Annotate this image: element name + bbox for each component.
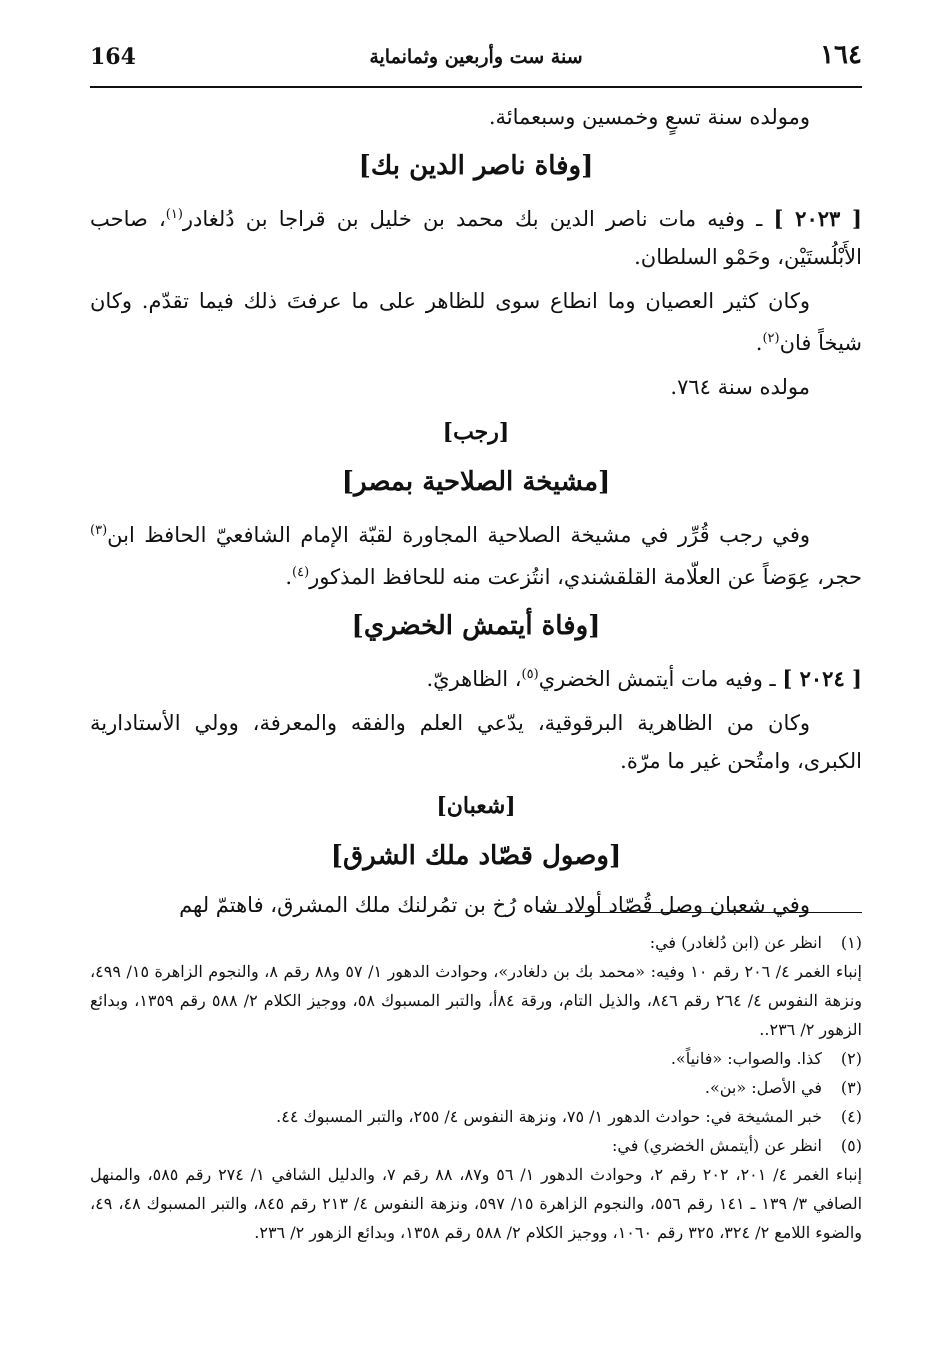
main-text xyxy=(90,98,862,930)
section-heading: [وفاة أيتمش الخضري] xyxy=(351,611,601,641)
paragraph: مولده سنة ٧٦٤. xyxy=(670,375,810,399)
entry-text-cont: ، صاحب الأَبْلُستَيْن، وحَمْو السلطان. xyxy=(90,207,862,269)
footnote-number: (١) xyxy=(840,933,862,952)
month-heading: [شعبان] xyxy=(436,793,516,819)
footnote-ref: (٣) xyxy=(90,523,108,538)
section-heading: [وصول قصّاد ملك الشرق] xyxy=(330,841,622,871)
paragraph: وكان من الظاهرية البرقوقية، يدّعي العلم والفقه والمعرفة، وولي الأستادارية الكبرى، وامتُحن غير ما مرّة. xyxy=(90,711,862,773)
running-title: سنة ست وأربعين وثمانماية xyxy=(369,46,583,68)
footnote-rule xyxy=(540,912,862,913)
footnotes xyxy=(90,928,862,1247)
month-heading: [رجب] xyxy=(442,419,510,445)
footnote-text: في الأصل: «بن». xyxy=(704,1078,822,1097)
footnote-text: انظر عن (أيتمش الخضري) في: xyxy=(611,1136,822,1155)
entry-number: [ ٢٠٢٤ ] xyxy=(782,666,862,691)
footnote-continuation: إنباء الغمر ٤/ ٢٠١، ٢٠٢ رقم ٢، وحوادث الدهور ١/ ٥٦ و٨٧، ٨٨ رقم ٧، والدليل الشافي ١/ ٢٧٤ رقم ٥٨٥، والمنهل الصافي ٣/ ١٣٩ ـ ١٤١ رقم ٥٥٦، والنجوم الزاهرة ١٥/ ٥٩٧، ونزهة النفوس ٤/ ٢١٣ رقم ٨٤٥، والتبر المسبوك ٤٨، ٤٩، والضوء اللامع ٢/ ٣٢٤، ٣٢٥ رقم ١٠٦٠، ووجيز الكلام ٢/ ٥٨٨ رقم ١٣٥٨، وبدائع الزهور ٢/ ٢٣٦. xyxy=(90,1165,863,1242)
footnote-number: (٤) xyxy=(840,1107,862,1126)
footnote-number: (٢) xyxy=(840,1049,862,1068)
footnote xyxy=(90,1073,862,1102)
entry-2023 xyxy=(90,196,862,276)
paragraph-end: . xyxy=(285,565,293,589)
footnote xyxy=(90,1131,862,1160)
paragraph: وفي شعبان وصل قُصّاد أولاد شاه رُخ بن تمُرلنك ملك المشرق، فاهتمّ لهم xyxy=(179,893,810,917)
page-number-latin: 164 xyxy=(90,44,136,70)
entry-text: ـ وفيه مات ناصر الدين بك محمد بن خليل بن قراجا بن دُلغادر xyxy=(182,207,763,231)
header-rule xyxy=(90,86,862,88)
paragraph-text-cont: حجر، عِوَضاً عن العلّامة القلقشندي، انتُزعت منه للحافظ المذكور xyxy=(309,565,862,589)
paragraph xyxy=(90,282,862,362)
paragraph xyxy=(90,512,862,596)
paragraph: ومولده سنة تسعٍ وخمسين وسبعمائة. xyxy=(488,105,810,129)
footnote-ref: (٢) xyxy=(762,331,780,346)
section-heading: [مشيخة الصلاحية بمصر] xyxy=(341,467,611,497)
footnote-ref: (٥) xyxy=(521,667,539,682)
footnote-text: انظر عن (ابن دُلغادر) في: xyxy=(649,933,822,952)
footnote-text: كذا. والصواب: «فانياً». xyxy=(670,1049,822,1068)
footnote xyxy=(90,928,862,957)
footnote-ref: (٤) xyxy=(292,565,310,580)
section-heading: [وفاة ناصر الدين بك] xyxy=(358,151,594,181)
footnote-number: (٣) xyxy=(840,1078,862,1097)
footnote-text: خبر المشيخة في: حوادث الدهور ١/ ٧٥، ونزهة النفوس ٤/ ٢٥٥، والتبر المسبوك ٤٤. xyxy=(276,1107,822,1126)
footnote xyxy=(90,1102,862,1131)
running-header xyxy=(90,38,862,82)
footnote xyxy=(90,1044,862,1073)
entry-2024 xyxy=(90,656,862,698)
paragraph-end: . xyxy=(755,331,763,355)
page-number-arabic: ١٦٤ xyxy=(820,40,862,70)
paragraph-text: وفي رجب قُرِّر في مشيخة الصلاحية المجاورة لقبّة الإمام الشافعيّ الحافظ ابن xyxy=(107,523,810,547)
entry-text-cont: ، الظاهريّ. xyxy=(426,667,522,691)
paragraph-text: وكان كثير العصيان وما انطاع سوى للظاهر على ما عرفتَ ذلك فيما تقدّم. وكان شيخاً فان xyxy=(90,289,862,355)
entry-text: ـ وفيه مات أيتمش الخضري xyxy=(538,667,776,691)
entry-number: [ ٢٠٢٣ ] xyxy=(773,206,862,231)
footnote-continuation: إنباء الغمر ٤/ ٢٠٦ رقم ١٠ وفيه: «محمد بك بن دلغادر»، وحوادث الدهور ١/ ٥٧ و٨٨ رقم ٨، والنجوم الزاهرة ١٥/ ٤٩٩، ونزهة النفوس ٤/ ٢٦٤ رقم ٨٤٦، والذيل التام، ورقة ٨٤أ، والتبر المسبوك ٥٨، ووجيز الكلام ٢/ ٥٨٨ رقم ١٣٥٩، وبدائع الزهور ٢/ ٢٣٦.. xyxy=(90,962,862,1039)
footnote-ref: (١) xyxy=(165,207,183,222)
footnote-number: (٥) xyxy=(840,1136,862,1155)
